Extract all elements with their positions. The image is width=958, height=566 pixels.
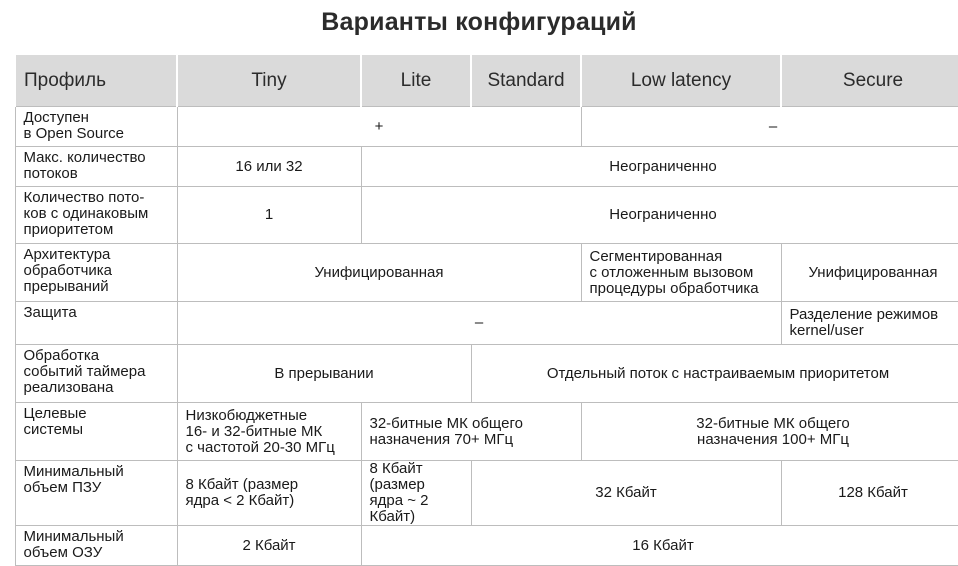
table-cell: 32 Кбайт bbox=[471, 461, 781, 526]
row-label: Макс. количество потоков bbox=[15, 147, 177, 187]
table-cell: Унифицированная bbox=[177, 244, 581, 302]
table-cell: 16 или 32 bbox=[177, 147, 361, 187]
page-title: Варианты конфигураций bbox=[321, 8, 637, 36]
table-cell: 16 Кбайт bbox=[361, 526, 958, 566]
table-cell: – bbox=[177, 302, 781, 345]
table-cell: 32-битные МК общего назначения 100+ МГц bbox=[581, 403, 958, 461]
table-cell: 1 bbox=[177, 187, 361, 244]
table-cell: 8 Кбайт (размер ядра < 2 Кбайт) bbox=[177, 461, 361, 526]
table-row bbox=[15, 302, 958, 345]
table-cell: Унифицированная bbox=[781, 244, 958, 302]
table-cell: 2 Кбайт bbox=[177, 526, 361, 566]
table-cell: Неограниченно bbox=[361, 187, 958, 244]
table-row bbox=[15, 107, 958, 147]
table-cell: 8 Кбайт (размер ядра ~ 2 Кбайт) bbox=[361, 461, 471, 526]
configurations-table bbox=[14, 55, 958, 566]
header-standard: Standard bbox=[471, 55, 581, 107]
row-label: Минимальный объем ПЗУ bbox=[15, 461, 177, 526]
table-row bbox=[15, 345, 958, 403]
table-cell: Сегментированная с отложенным вызовом процедуры обработчика bbox=[581, 244, 781, 302]
table-row bbox=[15, 244, 958, 302]
table-cell: Низкобюджетные 16- и 32-битные МК с частотой 20-30 МГц bbox=[177, 403, 361, 461]
table-cell: 128 Кбайт bbox=[781, 461, 958, 526]
table-header-row bbox=[15, 55, 958, 107]
table-cell: 32-битные МК общего назначения 70+ МГц bbox=[361, 403, 581, 461]
header-tiny: Tiny bbox=[177, 55, 361, 107]
table-cell: – bbox=[581, 107, 958, 147]
row-label: Архитектура обработчика прерываний bbox=[15, 244, 177, 302]
table-row bbox=[15, 403, 958, 461]
table-row bbox=[15, 526, 958, 566]
row-label: Обработка событий таймера реализована bbox=[15, 345, 177, 403]
table-cell: Разделение режимов kernel/user bbox=[781, 302, 958, 345]
row-label: Минимальный объем ОЗУ bbox=[15, 526, 177, 566]
header-profile: Профиль bbox=[15, 55, 177, 107]
table-cell: Неограниченно bbox=[361, 147, 958, 187]
header-lite: Lite bbox=[361, 55, 471, 107]
table-cell: Отдельный поток с настраиваемым приоритетом bbox=[471, 345, 958, 403]
table-cell: + bbox=[177, 107, 581, 147]
table-row bbox=[15, 461, 958, 526]
table-cell: В прерывании bbox=[177, 345, 471, 403]
row-label: Защита bbox=[15, 302, 177, 345]
table-row bbox=[15, 147, 958, 187]
header-secure: Secure bbox=[781, 55, 958, 107]
header-low-latency: Low latency bbox=[581, 55, 781, 107]
row-label: Целевые системы bbox=[15, 403, 177, 461]
row-label: Количество пото- ков с одинаковым приоритетом bbox=[15, 187, 177, 244]
table-row bbox=[15, 187, 958, 244]
row-label: Доступен в Open Source bbox=[15, 107, 177, 147]
